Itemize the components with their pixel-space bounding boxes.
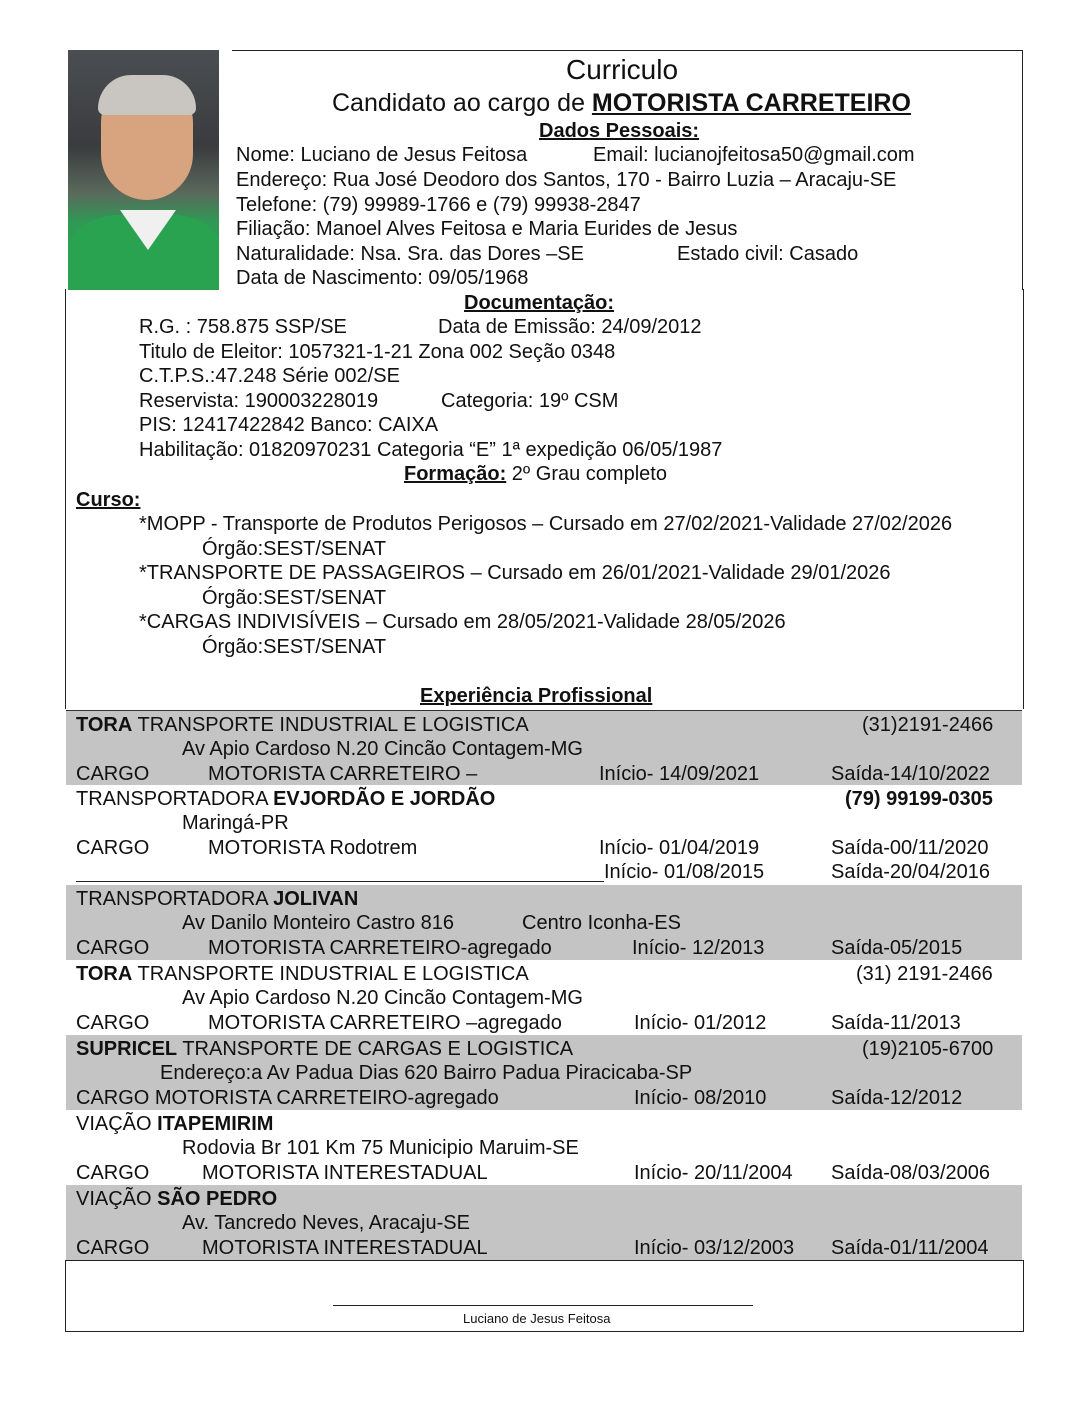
personal-heading: Dados Pessoais: [539, 120, 700, 142]
end-date: Saída-12/2012 [831, 1087, 963, 1109]
header-right-border [1022, 50, 1023, 290]
subtitle-prefix: Candidato ao cargo de [332, 89, 592, 117]
role: MOTORISTA INTERESTADUAL [202, 1237, 488, 1259]
company-name: VIAÇÃO [76, 1113, 158, 1135]
company-address: Av Apio Cardoso N.20 Cincão Contagem-MG [182, 738, 583, 760]
company-name: TRANSPORTADORA [76, 788, 274, 810]
course-line: *TRANSPORTE DE PASSAGEIROS – Cursado em 26/01/2021-Validade 29/01/2026 [139, 562, 891, 584]
subtitle [332, 88, 911, 118]
course-org: Órgão:SEST/SENAT [202, 538, 387, 560]
education-line [404, 462, 667, 486]
end-date-2: Saída-20/04/2016 [831, 861, 991, 883]
signature-line [333, 1305, 753, 1306]
end-date: Saída-01/11/2004 [831, 1237, 989, 1259]
doc-category: Categoria: 19º CSM [441, 390, 619, 412]
company-name-bold: TORA [76, 963, 133, 985]
doc-voter: Titulo de Eleitor: 1057321-1-21 Zona 002 Seção 0348 [139, 341, 616, 363]
company-address: Av. Tancredo Neves, Aracaju-SE [182, 1212, 470, 1234]
start-date: Início- 01/04/2019 [599, 837, 760, 859]
personal-email: Email: lucianojfeitosa50@gmail.com [593, 144, 915, 166]
doc-emission: Data de Emissão: 24/09/2012 [438, 316, 702, 338]
role: MOTORISTA INTERESTADUAL [202, 1162, 488, 1184]
company-name-bold: JOLIVAN [273, 888, 359, 910]
experience-row [66, 1185, 1022, 1261]
start-date: Início- 20/11/2004 [634, 1162, 793, 1184]
end-date: Saída-08/03/2006 [831, 1162, 991, 1184]
start-date: Início- 01/2012 [634, 1012, 767, 1034]
personal-phone: Telefone: (79) 99989-1766 e (79) 99938-2847 [236, 194, 641, 216]
start-date: Início- 14/09/2021 [599, 763, 760, 785]
cargo-label: CARGO [76, 937, 150, 959]
experience-row [66, 885, 1022, 961]
personal-marital: Estado civil: Casado [677, 243, 859, 265]
header-border [232, 50, 1022, 51]
start-date: Início- 08/2010 [634, 1087, 767, 1109]
company-phone: (31)2191-2466 [862, 714, 994, 736]
doc-pis: PIS: 12417422842 Banco: CAIXA [139, 414, 439, 436]
doc-ctps: C.T.P.S.:47.248 Série 002/SE [139, 365, 400, 387]
doc-rg: R.G. : 758.875 SSP/SE [139, 316, 347, 338]
end-date: Saída-11/2013 [831, 1012, 961, 1034]
education-value: 2º Grau completo [506, 463, 667, 485]
personal-address: Endereço: Rua José Deodoro dos Santos, 170 - Bairro Luzia – Aracaju-SE [236, 169, 897, 191]
experience-heading: Experiência Profissional [420, 685, 653, 707]
courses-heading: Curso: [76, 489, 141, 511]
company-name-bold: SUPRICEL [76, 1038, 178, 1060]
course-org: Órgão:SEST/SENAT [202, 636, 387, 658]
experience-row [66, 1110, 1022, 1186]
cargo-label: CARGO [76, 1012, 150, 1034]
company-name: TRANSPORTE DE CARGAS E LOGISTICA [177, 1038, 574, 1060]
course-line: *MOPP - Transporte de Produtos Perigosos – Cursado em 27/02/2021-Validade 27/02/2026 [139, 513, 953, 535]
cargo-label: CARGO MOTORISTA CARRETEIRO-agregado [76, 1087, 499, 1109]
cargo-label: CARGO [76, 1162, 150, 1184]
end-date: Saída-05/2015 [831, 937, 963, 959]
subtitle-role: MOTORISTA CARRETEIRO [591, 89, 911, 117]
documents-heading: Documentação: [464, 292, 615, 314]
education-label: Formação: [404, 463, 507, 485]
company-address: Endereço:a Av Padua Dias 620 Bairro Padua Piracicaba-SP [160, 1062, 693, 1084]
company-address: Av Danilo Monteiro Castro 816 [182, 912, 454, 934]
experience-row [66, 960, 1022, 1036]
start-date-2: Início- 01/08/2015 [604, 861, 765, 883]
company-phone: (19)2105-6700 [862, 1038, 994, 1060]
company-name-bold: SÃO PEDRO [157, 1188, 278, 1210]
role: MOTORISTA Rodotrem [208, 837, 418, 859]
start-date: Início- 12/2013 [632, 937, 765, 959]
company-address-city: Centro Iconha-ES [522, 912, 681, 934]
role: MOTORISTA CARRETEIRO – [208, 763, 478, 785]
company-name: TRANSPORTE INDUSTRIAL E LOGISTICA [132, 714, 529, 736]
signature-name: Luciano de Jesus Feitosa [463, 1311, 611, 1326]
experience-row [66, 785, 1022, 886]
company-name: TRANSPORTE INDUSTRIAL E LOGISTICA [132, 963, 529, 985]
company-phone: (79) 99199-0305 [845, 788, 993, 810]
doc-reservist: Reservista: 190003228019 [139, 390, 379, 412]
personal-birthdate: Data de Nascimento: 09/05/1968 [236, 267, 529, 289]
company-name-bold: EVJORDÃO E JORDÃO [273, 788, 496, 810]
company-name-bold: ITAPEMIRIM [157, 1113, 274, 1135]
candidate-photo [68, 50, 219, 290]
company-address: Av Apio Cardoso N.20 Cincão Contagem-MG [182, 987, 583, 1009]
company-name: VIAÇÃO [76, 1188, 158, 1210]
page-title: Curriculo [566, 54, 679, 85]
cargo-label: CARGO [76, 763, 150, 785]
experience-row [66, 710, 1022, 787]
company-phone: (31) 2191-2466 [856, 963, 993, 985]
course-org: Órgão:SEST/SENAT [202, 587, 387, 609]
underline-rule [76, 881, 604, 882]
cargo-label: CARGO [76, 837, 150, 859]
personal-birthplace: Naturalidade: Nsa. Sra. das Dores –SE [236, 243, 584, 265]
company-address: Rodovia Br 101 Km 75 Municipio Maruim-SE [182, 1137, 579, 1159]
company-name: TRANSPORTADORA [76, 888, 274, 910]
role: MOTORISTA CARRETEIRO-agregado [208, 937, 552, 959]
cargo-label: CARGO [76, 1237, 150, 1259]
company-address: Maringá-PR [182, 812, 289, 834]
end-date: Saída-14/10/2022 [831, 763, 991, 785]
company-name-bold: TORA [76, 714, 133, 736]
start-date: Início- 03/12/2003 [634, 1237, 795, 1259]
experience-row [66, 1035, 1022, 1111]
doc-license: Habilitação: 01820970231 Categoria “E” 1ª expedição 06/05/1987 [139, 439, 723, 461]
course-line: *CARGAS INDIVISÍVEIS – Cursado em 28/05/2021-Validade 28/05/2026 [139, 611, 786, 633]
end-date: Saída-00/11/2020 [831, 837, 989, 859]
personal-name: Nome: Luciano de Jesus Feitosa [236, 144, 528, 166]
personal-parents: Filiação: Manoel Alves Feitosa e Maria Eurides de Jesus [236, 218, 738, 240]
role: MOTORISTA CARRETEIRO –agregado [208, 1012, 562, 1034]
